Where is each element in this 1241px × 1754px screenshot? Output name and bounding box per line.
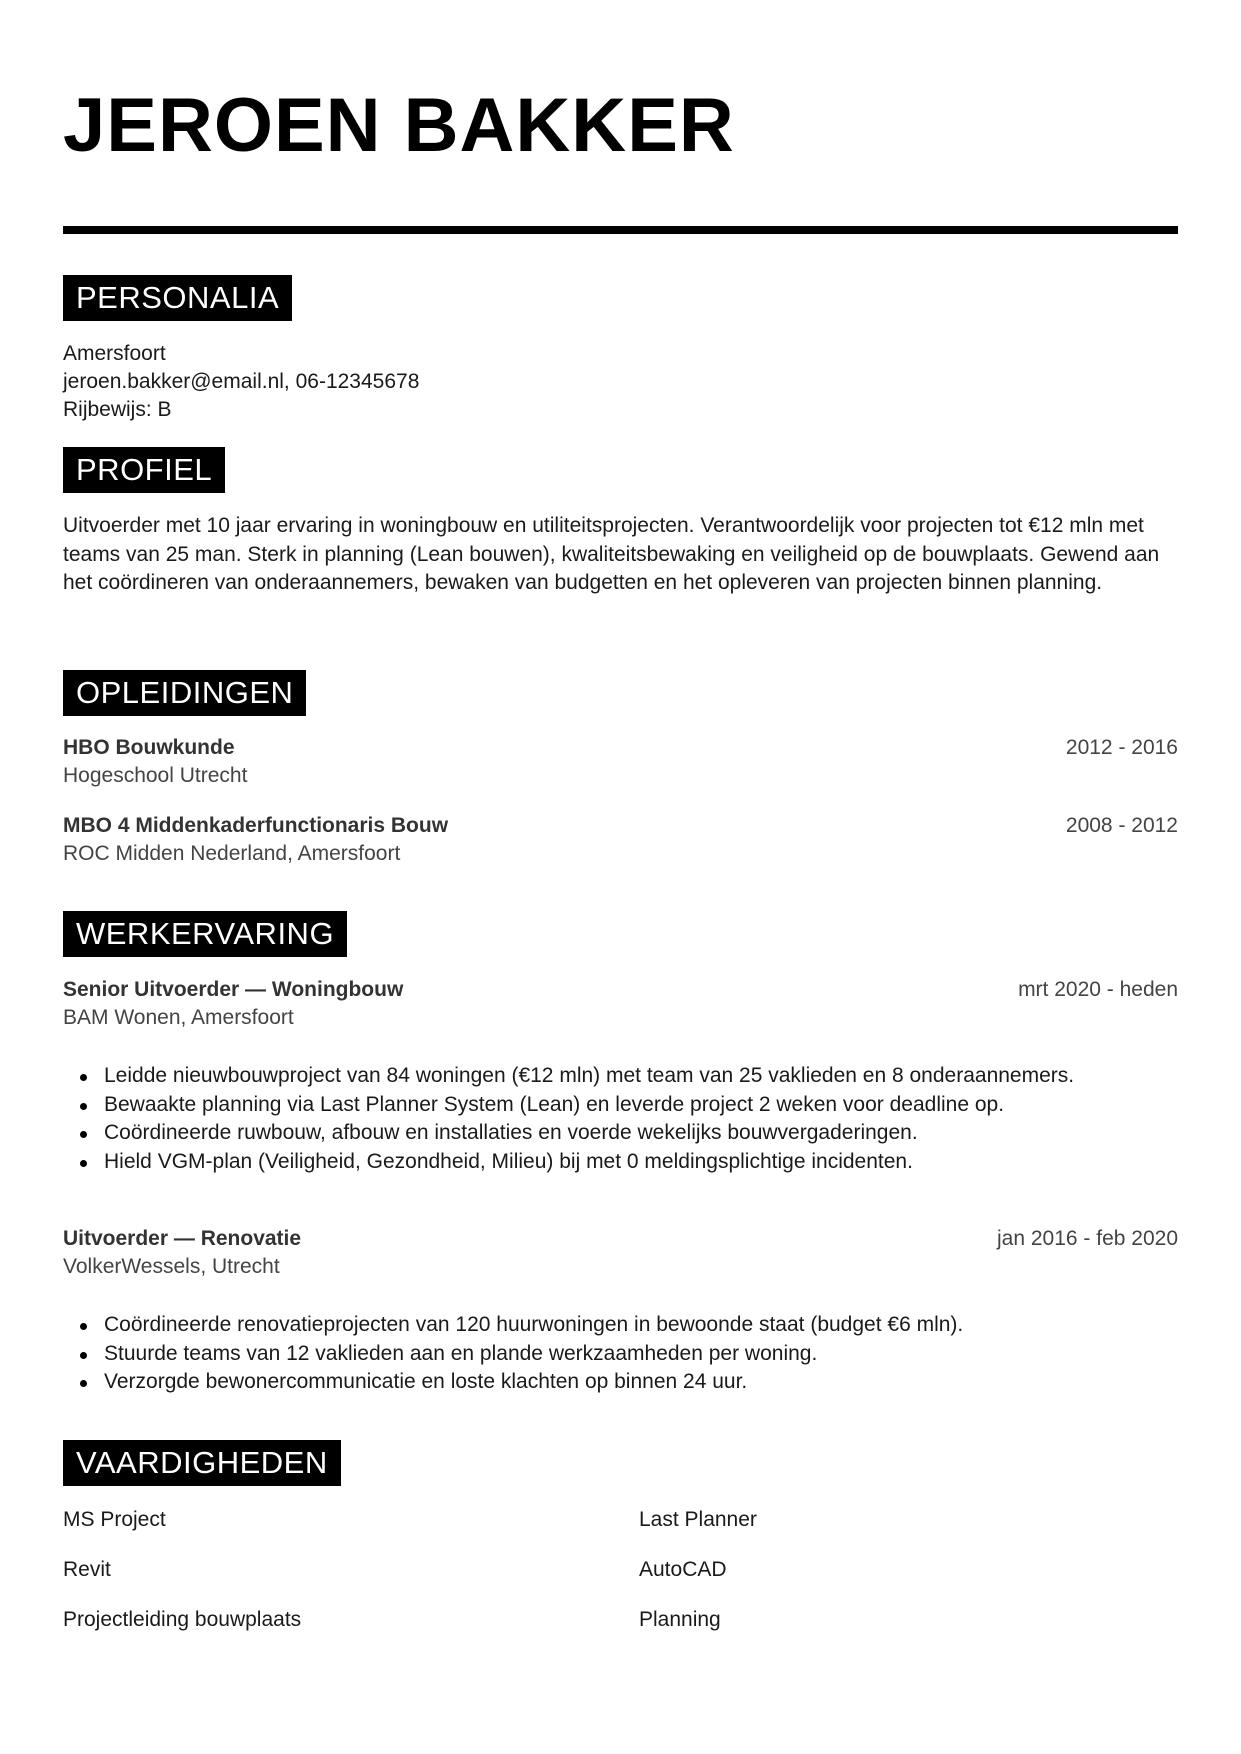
bullet-item: Leidde nieuwbouwproject van 84 woningen (€12 mln) met team van 25 vaklieden en 8 onderaannemers. [63, 1062, 1113, 1091]
experience-period: jan 2016 - feb 2020 [997, 1227, 1178, 1250]
skill-item: MS Project [63, 1508, 166, 1531]
candidate-name: JEROEN BAKKER [63, 83, 735, 168]
experience-title: Uitvoerder — Renovatie [63, 1227, 302, 1250]
experience-title: Senior Uitvoerder — Woningbouw [63, 978, 404, 1001]
bullet-item: Bewaakte planning via Last Planner System (Lean) en leverde project 2 weken voor deadline op. [63, 1091, 1113, 1120]
personalia-city: Amersfoort [63, 342, 166, 365]
experience-period: mrt 2020 - heden [1018, 978, 1178, 1001]
skill-item: Last Planner [639, 1508, 757, 1531]
section-heading-werkervaring: WERKERVARING [63, 911, 347, 957]
personalia-license: Rijbewijs: B [63, 398, 172, 421]
education-title: HBO Bouwkunde [63, 736, 235, 759]
skill-item: AutoCAD [639, 1558, 727, 1581]
education-period: 2008 - 2012 [1065, 814, 1178, 837]
experience-bullets [63, 1062, 1113, 1176]
education-school: Hogeschool Utrecht [63, 764, 248, 787]
profile-text: Uitvoerder met 10 jaar ervaring in woningbouw en utiliteitsprojecten. Verantwoordelijk voor projecten tot €12 mln met teams van 25 man. Sterk in planning (Lean bouwen), kwaliteitsbewaking en veiligheid op de bouwplaats. Gewend aan het coördineren van onderaannemers, bewaken van budgetten en het opleveren van projecten binnen planning. [63, 514, 1160, 594]
skill-item: Projectleiding bouwplaats [63, 1608, 302, 1631]
bullet-item: Coördineerde renovatieprojecten van 120 huurwoningen in bewoonde staat (budget €6 mln). [63, 1311, 1113, 1340]
bullet-item: Hield VGM-plan (Veiligheid, Gezondheid, Milieu) bij met 0 meldingsplichtige incidenten. [63, 1148, 1113, 1177]
section-heading-personalia: PERSONALIA [63, 275, 292, 321]
header-divider [63, 226, 1178, 234]
bullet-item: Stuurde teams van 12 vaklieden aan en plande werkzaamheden per woning. [63, 1340, 1113, 1369]
experience-company: BAM Wonen, Amersfoort [63, 1006, 294, 1029]
experience-bullets [63, 1311, 1113, 1397]
skill-item: Planning [639, 1608, 721, 1631]
bullet-item: Coördineerde ruwbouw, afbouw en installaties en voerde wekelijks bouwvergaderingen. [63, 1119, 1113, 1148]
section-heading-vaardigheden: VAARDIGHEDEN [63, 1440, 341, 1486]
personalia-contact[interactable]: jeroen.bakker@email.nl, 06-12345678 [63, 370, 420, 393]
experience-company: VolkerWessels, Utrecht [63, 1255, 280, 1278]
section-heading-opleidingen: OPLEIDINGEN [63, 670, 306, 716]
bullet-item: Verzorgde bewonercommunicatie en loste klachten op binnen 24 uur. [63, 1368, 1113, 1397]
education-title: MBO 4 Middenkaderfunctionaris Bouw [63, 814, 449, 837]
education-period: 2012 - 2016 [1065, 736, 1178, 759]
education-school: ROC Midden Nederland, Amersfoort [63, 842, 401, 865]
skill-item: Revit [63, 1558, 111, 1581]
section-heading-profiel: PROFIEL [63, 447, 225, 493]
